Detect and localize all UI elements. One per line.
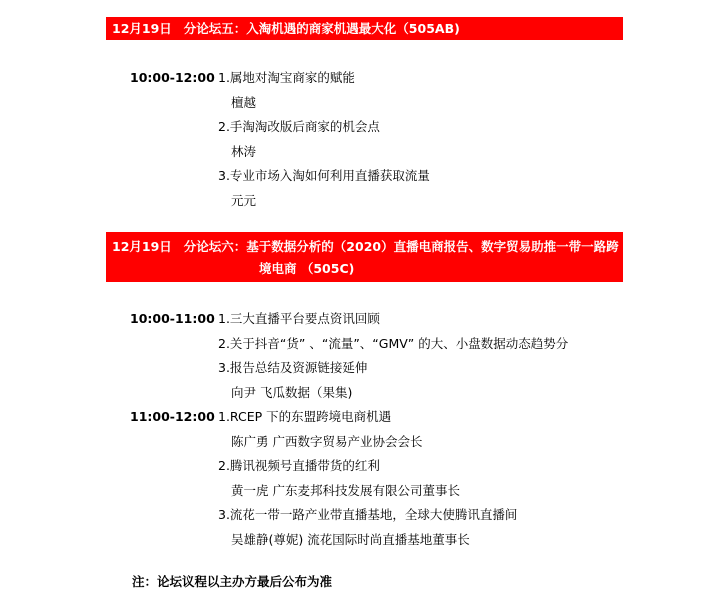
forum-5-banner (106, 17, 623, 40)
agenda-topic: 1.属地对淘宝商家的赋能 (218, 70, 355, 85)
agenda-topic: 1.RCEP 下的东盟跨境电商机遇 (218, 409, 392, 424)
time-slot: 11:00-12:00 (130, 409, 215, 424)
agenda-topic: 3.专业市场入淘如何利用直播获取流量 (218, 168, 430, 183)
forum-5-title: 分论坛五：入淘机遇的商家机遇最大化（505AB) (183, 21, 460, 36)
agenda-speaker: 林涛 (231, 143, 257, 159)
forum-6-title: 分论坛六：基于数据分析的（2020）直播电商报告、数字贸易助推一带一路跨 (183, 239, 619, 254)
time-slot: 10:00-11:00 (130, 311, 215, 326)
agenda-speaker: 陈广勇 广西数字贸易产业协会会长 (231, 433, 423, 449)
agenda-topic: 3.报告总结及资源链接延伸 (218, 360, 368, 375)
forum-6-date: 12月19日 (112, 239, 172, 254)
time-slot: 10:00-12:00 (130, 70, 215, 85)
agenda-speaker: 元元 (231, 192, 257, 208)
forum-6-title-line-2: 境电商 （505C) (259, 261, 355, 276)
agenda-topic: 2.关于抖音“货” 、“流量”、“GMV” 的大、小盘数据动态趋势分 (218, 335, 569, 351)
forum-6-banner (106, 232, 623, 282)
agenda-speaker: 檀越 (231, 94, 257, 110)
agenda-topic: 3.流花一带一路产业带直播基地，全球大使腾讯直播间 (218, 507, 518, 522)
forum-6-title-line-1 (112, 236, 623, 258)
forum-5-date: 12月19日 (112, 21, 172, 36)
agenda-topic: 2.手淘淘改版后商家的机会点 (218, 119, 380, 134)
footer-note: 注：论坛议程以主办方最后公布为准 (132, 574, 333, 589)
agenda-speaker: 黄一虎 广东麦邦科技发展有限公司董事长 (231, 482, 460, 498)
agenda-speaker: 吴雄静(尊妮) 流花国际时尚直播基地董事长 (231, 531, 470, 547)
agenda-speaker: 向尹 飞瓜数据（果集) (231, 384, 353, 400)
agenda-topic: 1.三大直播平台要点资讯回顾 (218, 311, 380, 326)
agenda-topic: 2.腾讯视频号直播带货的红利 (218, 458, 380, 473)
